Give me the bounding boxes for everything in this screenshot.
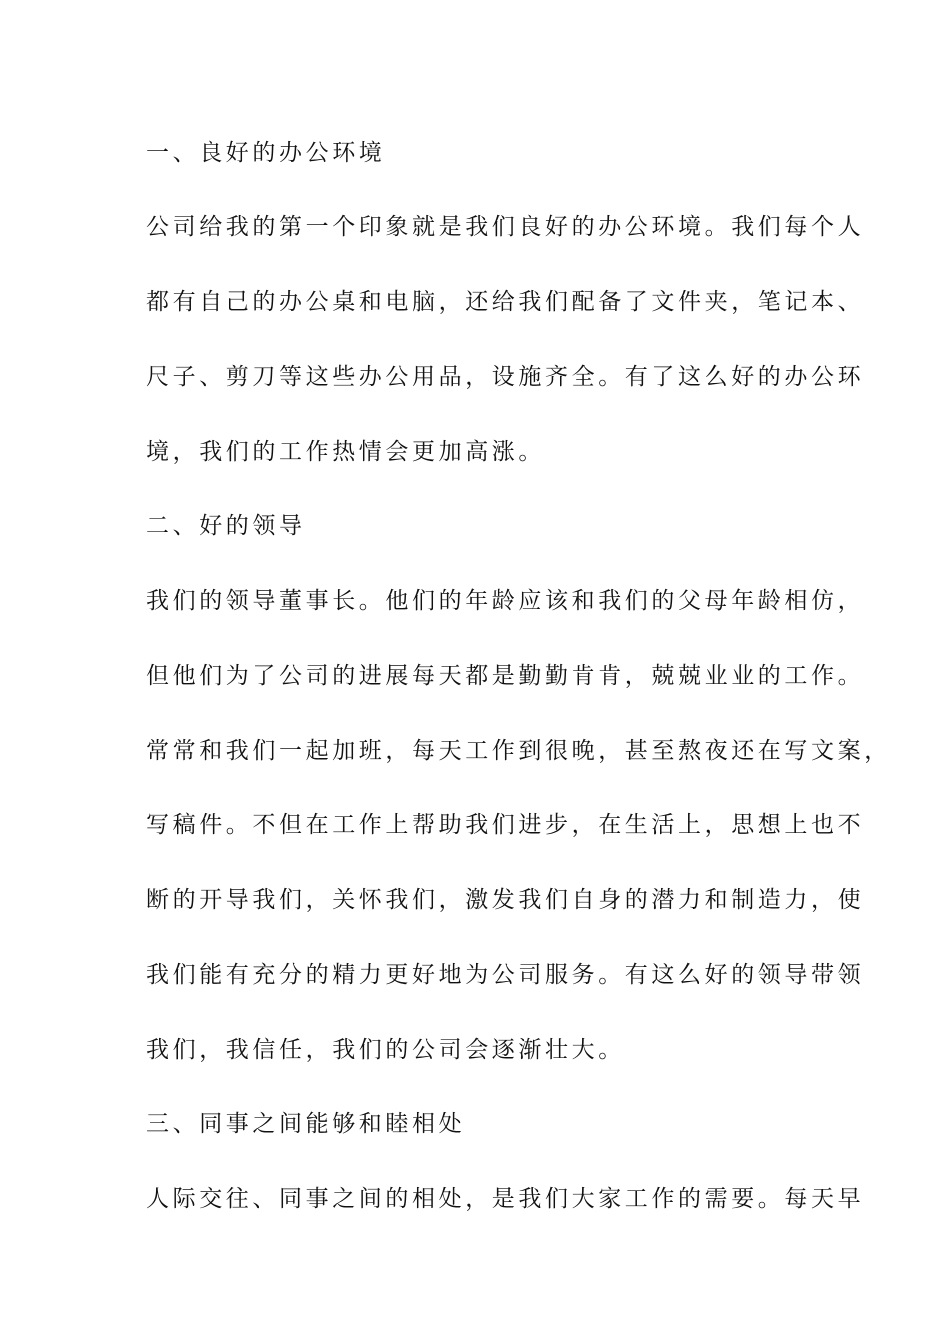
section-heading-3: 三、同事之间能够和睦相处 — [146, 1111, 466, 1137]
paragraph-line: 写稿件。不但在工作上帮助我们进步，在生活上，思想上也不 — [146, 812, 865, 838]
section-heading-2: 二、好的领导 — [146, 513, 306, 539]
paragraph-line: 常常和我们一起加班，每天工作到很晚，甚至熬夜还在写文案， — [146, 738, 891, 764]
paragraph-line: 我们的领导董事长。他们的年龄应该和我们的父母年龄相仿， — [146, 588, 865, 614]
paragraph-line: 我们能有充分的精力更好地为公司服务。有这么好的领导带领 — [146, 962, 865, 988]
paragraph-line: 人际交往、同事之间的相处，是我们大家工作的需要。每天早 — [146, 1186, 865, 1212]
paragraph-line: 但他们为了公司的进展每天都是勤勤肯肯，兢兢业业的工作。 — [146, 663, 865, 689]
paragraph-line: 尺子、剪刀等这些办公用品，设施齐全。有了这么好的办公环 — [146, 364, 865, 390]
paragraph-line: 都有自己的办公桌和电脑，还给我们配备了文件夹，笔记本、 — [146, 289, 865, 315]
paragraph-line: 我们，我信任，我们的公司会逐渐壮大。 — [146, 1037, 625, 1063]
paragraph-line: 断的开导我们，关怀我们，激发我们自身的潜力和制造力，使 — [146, 887, 865, 913]
paragraph-line: 公司给我的第一个印象就是我们良好的办公环境。我们每个人 — [146, 214, 865, 240]
paragraph-line: 境，我们的工作热情会更加高涨。 — [146, 439, 545, 465]
section-heading-1: 一、良好的办公环境 — [146, 140, 386, 166]
